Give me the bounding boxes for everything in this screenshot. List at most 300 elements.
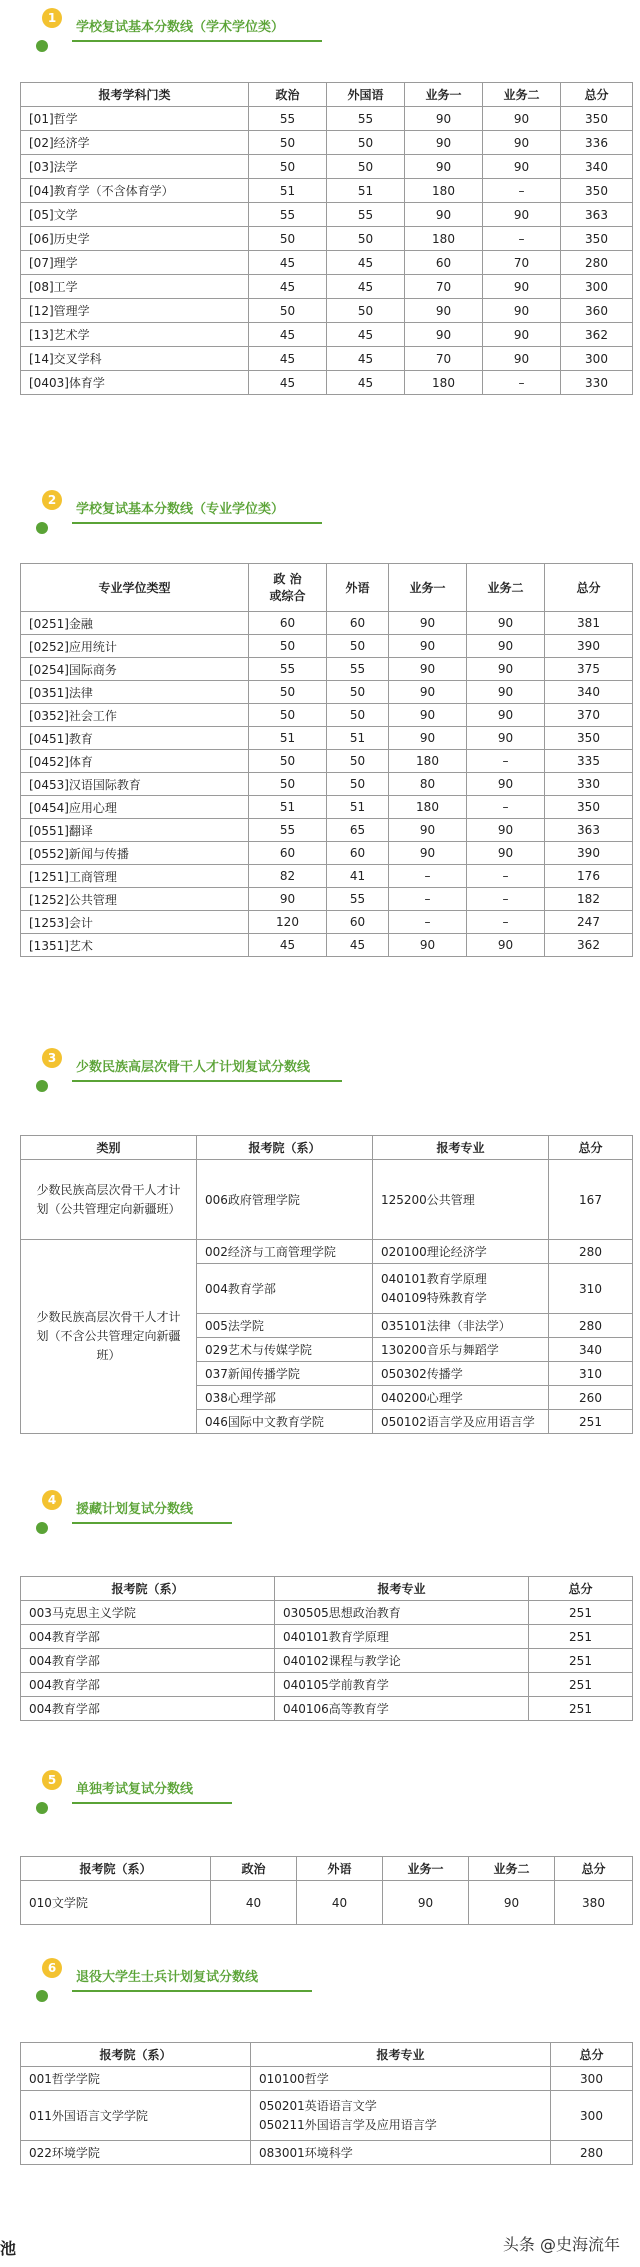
value-cell: 350 — [561, 107, 633, 131]
row-label-cell: [0352]社会工作 — [21, 704, 249, 727]
value-cell: 370 — [545, 704, 633, 727]
value-cell: 55 — [327, 107, 405, 131]
value-cell: 360 — [561, 299, 633, 323]
column-header: 报考院（系） — [197, 1136, 373, 1160]
value-cell: 50 — [327, 773, 389, 796]
value-cell: 51 — [249, 179, 327, 203]
row-label-cell: [0252]应用统计 — [21, 635, 249, 658]
value-cell: 50 — [249, 681, 327, 704]
major-cell — [251, 2091, 551, 2141]
table-row — [21, 681, 633, 704]
value-cell: 45 — [249, 323, 327, 347]
dept-cell: 038心理学部 — [197, 1386, 373, 1410]
section-1-header — [32, 8, 332, 54]
value-cell: 363 — [545, 819, 633, 842]
table-row — [21, 2141, 633, 2165]
major-cell: 035101法律（非法学） — [373, 1314, 549, 1338]
value-cell: 040105学前教育学 — [275, 1673, 529, 1697]
value-cell: 040102课程与教学论 — [275, 1649, 529, 1673]
value-cell: – — [467, 796, 545, 819]
table-row — [21, 371, 633, 395]
value-cell: 50 — [249, 227, 327, 251]
value-cell: 60 — [327, 612, 389, 635]
value-cell: 90 — [483, 299, 561, 323]
value-cell: 90 — [467, 635, 545, 658]
major-line: 040109特殊教育学 — [381, 1290, 487, 1305]
section-title: 单独考试复试分数线 — [76, 1782, 194, 1797]
table-row — [21, 299, 633, 323]
major-line: 050201英语语言文学 — [259, 2098, 377, 2113]
table-row — [21, 2067, 633, 2091]
table-header-row — [21, 564, 633, 612]
value-cell: 90 — [389, 612, 467, 635]
total-cell: 167 — [549, 1160, 633, 1240]
total-cell: 340 — [549, 1338, 633, 1362]
table-header-row — [21, 1577, 633, 1601]
value-cell: 50 — [249, 750, 327, 773]
value-cell: 90 — [467, 704, 545, 727]
edge-character: 池 — [0, 2239, 17, 2258]
value-cell: 90 — [483, 275, 561, 299]
section-title: 少数民族高层次骨干人才计划复试分数线 — [76, 1060, 311, 1075]
column-header: 报考院（系） — [21, 2043, 251, 2067]
table-row — [21, 131, 633, 155]
total-cell: 300 — [551, 2091, 633, 2141]
column-header: 报考院（系） — [21, 1857, 211, 1881]
column-header: 报考专业 — [373, 1136, 549, 1160]
table-row — [21, 1625, 633, 1649]
row-label-cell: [0452]体育 — [21, 750, 249, 773]
title-underline — [72, 1522, 232, 1524]
row-label-cell: [0403]体育学 — [21, 371, 249, 395]
value-cell: 70 — [405, 275, 483, 299]
value-cell: 50 — [327, 635, 389, 658]
value-cell: – — [467, 888, 545, 911]
value-cell: 90 — [483, 347, 561, 371]
table-row — [21, 1160, 633, 1240]
value-cell: 90 — [467, 727, 545, 750]
total-cell: 310 — [549, 1362, 633, 1386]
value-cell: 45 — [327, 934, 389, 957]
author-watermark: 头条 @史海流年 — [502, 2235, 620, 2254]
table-row — [21, 179, 633, 203]
value-cell: 50 — [249, 635, 327, 658]
value-cell: – — [467, 865, 545, 888]
value-cell: 90 — [467, 773, 545, 796]
column-header: 报考学科门类 — [21, 83, 249, 107]
column-header: 总分 — [529, 1577, 633, 1601]
value-cell: 90 — [405, 131, 483, 155]
section-number-badge: 3 — [42, 1048, 62, 1068]
value-cell: 300 — [561, 275, 633, 299]
value-cell: 60 — [249, 842, 327, 865]
value-cell: 50 — [249, 704, 327, 727]
table-row — [21, 635, 633, 658]
value-cell: 300 — [561, 347, 633, 371]
dept-cell: 037新闻传播学院 — [197, 1362, 373, 1386]
title-underline — [72, 522, 322, 524]
green-dot-icon — [36, 1990, 48, 2002]
value-cell: 50 — [327, 299, 405, 323]
value-cell: 70 — [405, 347, 483, 371]
value-cell: 50 — [327, 227, 405, 251]
category-cell: 少数民族高层次骨干人才计划（不含公共管理定向新疆班） — [21, 1240, 197, 1434]
column-header: 业务一 — [389, 564, 467, 612]
value-cell: 90 — [483, 203, 561, 227]
value-cell: 176 — [545, 865, 633, 888]
value-cell: 45 — [249, 934, 327, 957]
value-cell: 251 — [529, 1673, 633, 1697]
value-cell: 390 — [545, 635, 633, 658]
value-cell: 030505思想政治教育 — [275, 1601, 529, 1625]
value-cell: 90 — [467, 934, 545, 957]
value-cell: 90 — [467, 842, 545, 865]
table-row — [21, 750, 633, 773]
value-cell: 340 — [545, 681, 633, 704]
section-number-badge: 2 — [42, 490, 62, 510]
section-number-badge: 4 — [42, 1490, 62, 1510]
value-cell: 182 — [545, 888, 633, 911]
value-cell: 180 — [389, 796, 467, 819]
table-row — [21, 842, 633, 865]
row-label-cell: 010文学院 — [21, 1881, 211, 1925]
value-cell: 55 — [249, 107, 327, 131]
value-cell: 41 — [327, 865, 389, 888]
value-cell: 90 — [467, 612, 545, 635]
major-cell — [373, 1264, 549, 1314]
section-number-badge: 6 — [42, 1958, 62, 1978]
row-label-cell: 004教育学部 — [21, 1649, 275, 1673]
tibet-aid-score-table — [20, 1576, 633, 1721]
table-row — [21, 1881, 633, 1925]
value-cell: 45 — [327, 371, 405, 395]
total-cell: 280 — [549, 1240, 633, 1264]
green-dot-icon — [36, 1080, 48, 1092]
value-cell: 180 — [405, 179, 483, 203]
value-cell: 50 — [249, 773, 327, 796]
table-row — [21, 911, 633, 934]
value-cell: 90 — [389, 842, 467, 865]
value-cell: 280 — [561, 251, 633, 275]
value-cell: – — [389, 865, 467, 888]
column-header: 专业学位类型 — [21, 564, 249, 612]
total-cell: 300 — [551, 2067, 633, 2091]
value-cell: 90 — [405, 107, 483, 131]
column-header: 政治 — [211, 1857, 297, 1881]
table-row — [21, 323, 633, 347]
professional-degree-score-table — [20, 563, 633, 957]
category-cell: 少数民族高层次骨干人才计划（公共管理定向新疆班） — [21, 1160, 197, 1240]
value-cell: 45 — [249, 251, 327, 275]
value-cell: 50 — [327, 750, 389, 773]
section-5-header — [32, 1770, 332, 1816]
value-cell: 90 — [467, 658, 545, 681]
row-label-cell: [1252]公共管理 — [21, 888, 249, 911]
column-header: 总分 — [549, 1136, 633, 1160]
value-cell: 90 — [389, 681, 467, 704]
green-dot-icon — [36, 1522, 48, 1534]
major-cell: 083001环境科学 — [251, 2141, 551, 2165]
value-cell: 251 — [529, 1625, 633, 1649]
value-cell: 350 — [561, 179, 633, 203]
value-cell: 50 — [249, 131, 327, 155]
value-cell: 51 — [327, 179, 405, 203]
table-row — [21, 203, 633, 227]
value-cell: 335 — [545, 750, 633, 773]
title-underline — [72, 1080, 342, 1082]
column-header: 类别 — [21, 1136, 197, 1160]
value-cell: 55 — [327, 203, 405, 227]
table-row — [21, 155, 633, 179]
value-cell: 90 — [389, 727, 467, 750]
green-dot-icon — [36, 522, 48, 534]
dept-cell: 011外国语言文学学院 — [21, 2091, 251, 2141]
value-cell: 340 — [561, 155, 633, 179]
table-row — [21, 934, 633, 957]
dept-cell: 004教育学部 — [197, 1264, 373, 1314]
row-label-cell: [13]艺术学 — [21, 323, 249, 347]
value-cell: 90 — [389, 704, 467, 727]
value-cell: 247 — [545, 911, 633, 934]
section-title: 援藏计划复试分数线 — [76, 1502, 194, 1517]
value-cell: 82 — [249, 865, 327, 888]
value-cell: – — [389, 911, 467, 934]
value-cell: 90 — [383, 1881, 469, 1925]
column-header: 外语 — [327, 564, 389, 612]
row-label-cell: [0251]金融 — [21, 612, 249, 635]
row-label-cell: 003马克思主义学院 — [21, 1601, 275, 1625]
section-3-header — [32, 1048, 332, 1094]
dept-cell: 005法学院 — [197, 1314, 373, 1338]
value-cell: 51 — [327, 727, 389, 750]
value-cell: – — [389, 888, 467, 911]
value-cell: 040101教育学原理 — [275, 1625, 529, 1649]
value-cell: 180 — [389, 750, 467, 773]
value-cell: 51 — [327, 796, 389, 819]
table-row — [21, 819, 633, 842]
veteran-student-score-table — [20, 2042, 633, 2165]
section-number-badge: 5 — [42, 1770, 62, 1790]
value-cell: 90 — [389, 658, 467, 681]
value-cell: 350 — [561, 227, 633, 251]
total-cell: 280 — [551, 2141, 633, 2165]
section-title: 学校复试基本分数线（学术学位类） — [76, 20, 285, 35]
value-cell: 51 — [249, 796, 327, 819]
row-label-cell: [02]经济学 — [21, 131, 249, 155]
row-label-cell: 004教育学部 — [21, 1625, 275, 1649]
section-2-header — [32, 490, 332, 536]
column-header: 业务一 — [405, 83, 483, 107]
major-cell: 050102语言学及应用语言学 — [373, 1410, 549, 1434]
value-cell: 90 — [389, 819, 467, 842]
value-cell: 381 — [545, 612, 633, 635]
table-row — [21, 727, 633, 750]
value-cell: 45 — [249, 347, 327, 371]
value-cell: 90 — [389, 934, 467, 957]
value-cell: 330 — [561, 371, 633, 395]
value-cell: 80 — [389, 773, 467, 796]
value-cell: 45 — [249, 371, 327, 395]
row-label-cell: [05]文学 — [21, 203, 249, 227]
value-cell: 350 — [545, 727, 633, 750]
column-header: 政治 — [249, 83, 327, 107]
value-cell: 40 — [211, 1881, 297, 1925]
column-header: 业务二 — [467, 564, 545, 612]
row-label-cell: [1351]艺术 — [21, 934, 249, 957]
major-cell: 125200公共管理 — [373, 1160, 549, 1240]
table-header-row — [21, 2043, 633, 2067]
row-label-cell: [0254]国际商务 — [21, 658, 249, 681]
major-cell: 020100理论经济学 — [373, 1240, 549, 1264]
value-cell: – — [467, 911, 545, 934]
row-label-cell: [0451]教育 — [21, 727, 249, 750]
value-cell: 50 — [327, 131, 405, 155]
green-dot-icon — [36, 1802, 48, 1814]
major-cell: 050302传播学 — [373, 1362, 549, 1386]
table-header-row — [21, 83, 633, 107]
table-row — [21, 2091, 633, 2141]
row-label-cell: [0454]应用心理 — [21, 796, 249, 819]
value-cell: 40 — [297, 1881, 383, 1925]
value-cell: 51 — [249, 727, 327, 750]
table-row — [21, 1649, 633, 1673]
value-cell: 45 — [327, 275, 405, 299]
table-header-row — [21, 1136, 633, 1160]
row-label-cell: [08]工学 — [21, 275, 249, 299]
title-underline — [72, 40, 322, 42]
value-cell: 50 — [327, 681, 389, 704]
row-label-cell: [0351]法律 — [21, 681, 249, 704]
value-cell: 45 — [249, 275, 327, 299]
table-row — [21, 107, 633, 131]
total-cell: 280 — [549, 1314, 633, 1338]
value-cell: – — [467, 750, 545, 773]
value-cell: 65 — [327, 819, 389, 842]
value-cell: 90 — [483, 107, 561, 131]
value-cell: 380 — [555, 1881, 633, 1925]
value-cell: 90 — [405, 299, 483, 323]
major-cell: 130200音乐与舞蹈学 — [373, 1338, 549, 1362]
value-cell: 350 — [545, 796, 633, 819]
row-label-cell: [0551]翻译 — [21, 819, 249, 842]
row-label-cell: [0552]新闻与传播 — [21, 842, 249, 865]
value-cell: 60 — [405, 251, 483, 275]
column-header: 政 治 或综合 — [249, 564, 327, 612]
dept-cell: 006政府管理学院 — [197, 1160, 373, 1240]
table-row — [21, 773, 633, 796]
value-cell: 60 — [327, 842, 389, 865]
row-label-cell: 004教育学部 — [21, 1673, 275, 1697]
section-title: 学校复试基本分数线（专业学位类） — [76, 502, 285, 517]
value-cell: 251 — [529, 1697, 633, 1721]
table-row — [21, 227, 633, 251]
value-cell: 390 — [545, 842, 633, 865]
total-cell: 251 — [549, 1410, 633, 1434]
row-label-cell: [07]理学 — [21, 251, 249, 275]
value-cell: 90 — [389, 635, 467, 658]
row-label-cell: [03]法学 — [21, 155, 249, 179]
row-label-cell: [12]管理学 — [21, 299, 249, 323]
major-line: 050211外国语言学及应用语言学 — [259, 2117, 437, 2132]
table-row — [21, 612, 633, 635]
value-cell: 040106高等教育学 — [275, 1697, 529, 1721]
value-cell: 60 — [249, 612, 327, 635]
major-cell: 010100哲学 — [251, 2067, 551, 2091]
value-cell: 90 — [483, 131, 561, 155]
table-header-row — [21, 1857, 633, 1881]
value-cell: 90 — [467, 681, 545, 704]
independent-exam-score-table — [20, 1856, 633, 1925]
table-row — [21, 347, 633, 371]
column-header: 总分 — [551, 2043, 633, 2067]
column-header: 业务二 — [483, 83, 561, 107]
table-row — [21, 275, 633, 299]
value-cell: 90 — [405, 203, 483, 227]
value-cell: 90 — [483, 155, 561, 179]
value-cell: 336 — [561, 131, 633, 155]
section-6-header — [32, 1958, 332, 2004]
row-label-cell: [01]哲学 — [21, 107, 249, 131]
value-cell: 50 — [327, 704, 389, 727]
value-cell: 180 — [405, 227, 483, 251]
value-cell: 50 — [249, 155, 327, 179]
value-cell: 55 — [249, 203, 327, 227]
column-header: 报考专业 — [251, 2043, 551, 2067]
table-row — [21, 1697, 633, 1721]
dept-cell: 022环境学院 — [21, 2141, 251, 2165]
table-row — [21, 658, 633, 681]
value-cell: 90 — [249, 888, 327, 911]
value-cell: 363 — [561, 203, 633, 227]
column-header: 报考专业 — [275, 1577, 529, 1601]
column-header: 报考院（系） — [21, 1577, 275, 1601]
value-cell: 50 — [327, 155, 405, 179]
row-label-cell: [0453]汉语国际教育 — [21, 773, 249, 796]
table-row — [21, 865, 633, 888]
dept-cell: 002经济与工商管理学院 — [197, 1240, 373, 1264]
value-cell: 375 — [545, 658, 633, 681]
section-title: 退役大学生士兵计划复试分数线 — [76, 1970, 259, 1985]
section-number-badge: 1 — [42, 8, 62, 28]
table-row — [21, 251, 633, 275]
value-cell: 60 — [327, 911, 389, 934]
value-cell: 362 — [561, 323, 633, 347]
dept-cell: 029艺术与传媒学院 — [197, 1338, 373, 1362]
row-label-cell: 004教育学部 — [21, 1697, 275, 1721]
value-cell: 362 — [545, 934, 633, 957]
row-label-cell: [1253]会计 — [21, 911, 249, 934]
column-header: 业务二 — [469, 1857, 555, 1881]
dept-cell: 001哲学学院 — [21, 2067, 251, 2091]
value-cell: – — [483, 371, 561, 395]
value-cell: 55 — [249, 819, 327, 842]
table-row — [21, 704, 633, 727]
major-line: 040101教育学原理 — [381, 1271, 487, 1286]
value-cell: 45 — [327, 347, 405, 371]
column-header: 总分 — [545, 564, 633, 612]
value-cell: 90 — [405, 323, 483, 347]
value-cell: 45 — [327, 323, 405, 347]
column-header: 业务一 — [383, 1857, 469, 1881]
value-cell: 180 — [405, 371, 483, 395]
value-cell: 90 — [483, 323, 561, 347]
row-label-cell: [04]教育学（不含体育学） — [21, 179, 249, 203]
title-underline — [72, 1802, 232, 1804]
major-cell: 040200心理学 — [373, 1386, 549, 1410]
column-header: 总分 — [561, 83, 633, 107]
value-cell: 251 — [529, 1649, 633, 1673]
value-cell: 55 — [327, 888, 389, 911]
